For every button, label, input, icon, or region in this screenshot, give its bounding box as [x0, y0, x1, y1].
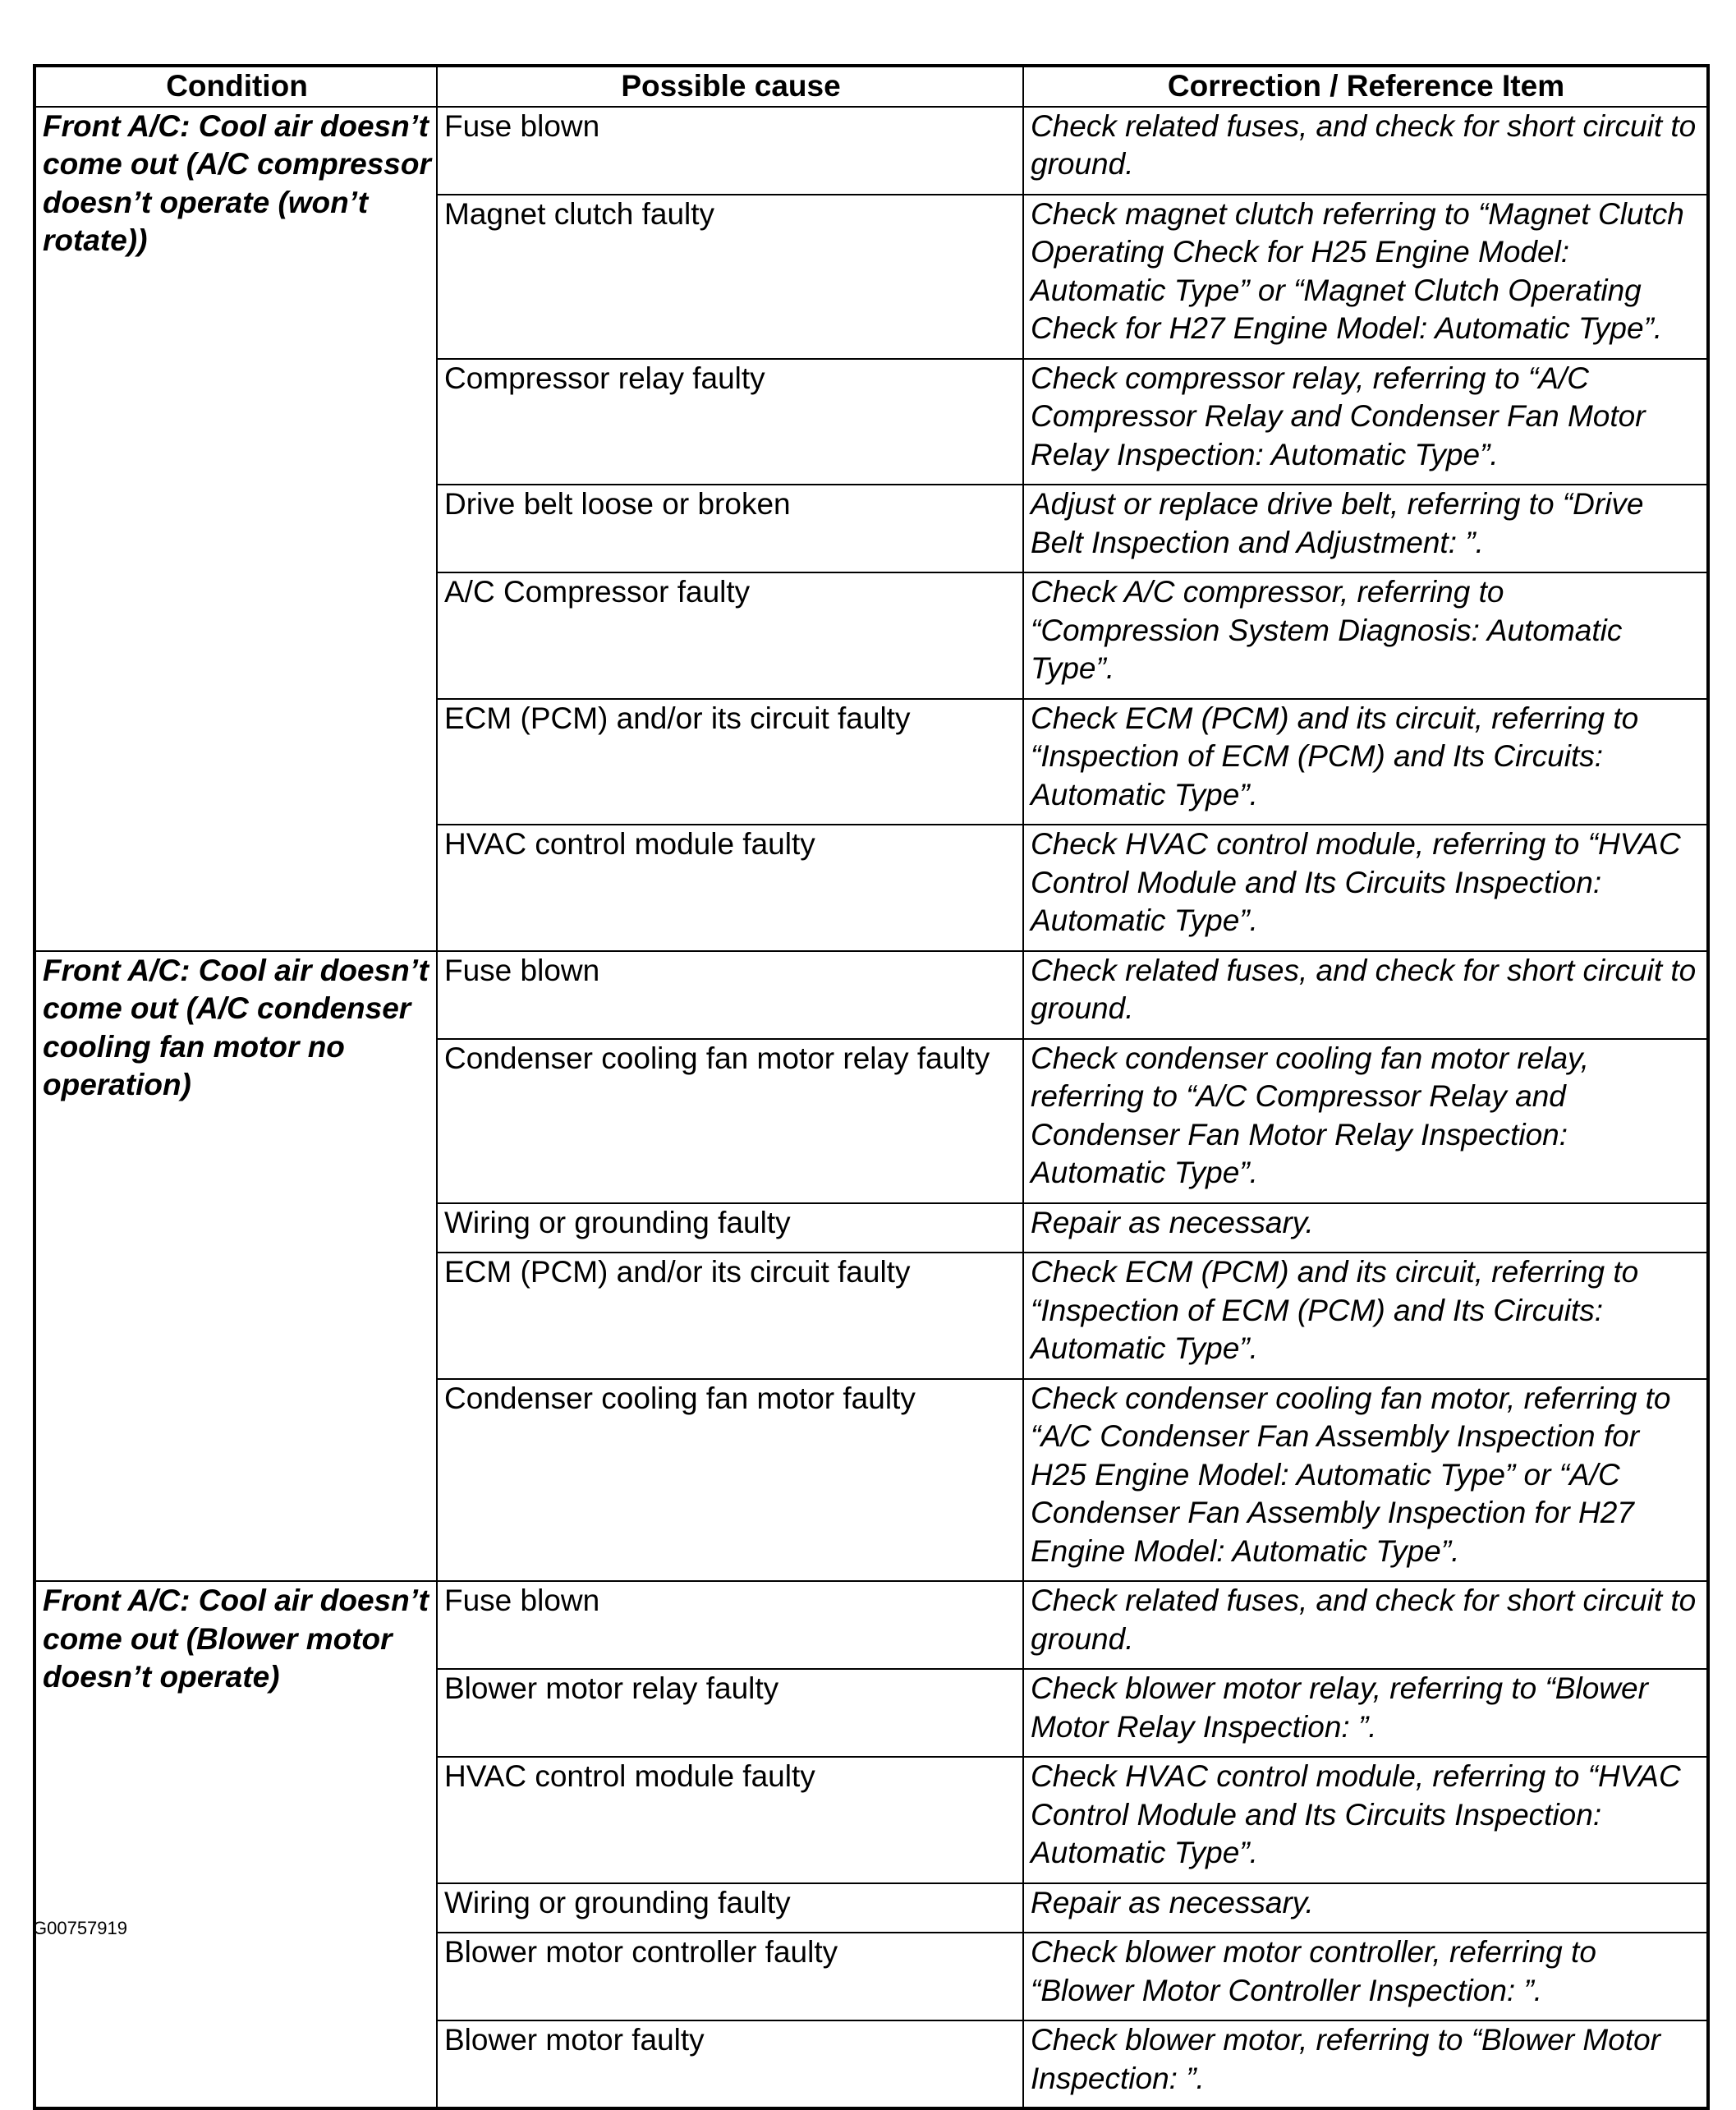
possible-cause-cell: HVAC control module faulty: [437, 825, 1023, 951]
correction-cell: Check blower motor relay, referring to “Blower Motor Relay Inspection: ”.: [1023, 1669, 1708, 1757]
possible-cause-cell: Wiring or grounding faulty: [437, 1203, 1023, 1253]
correction-cell: Check related fuses, and check for short circuit to ground.: [1023, 951, 1708, 1039]
possible-cause-cell: Compressor relay faulty: [437, 359, 1023, 485]
possible-cause-cell: Magnet clutch faulty: [437, 195, 1023, 359]
header-condition: Condition: [34, 66, 437, 107]
possible-cause-cell: HVAC control module faulty: [437, 1757, 1023, 1883]
possible-cause-cell: Wiring or grounding faulty: [437, 1883, 1023, 1933]
possible-cause-cell: A/C Compressor faulty: [437, 572, 1023, 699]
possible-cause-cell: Blower motor controller faulty: [437, 1933, 1023, 2020]
header-correction: Correction / Reference Item: [1023, 66, 1708, 107]
correction-cell: Check HVAC control module, referring to “HVAC Control Module and Its Circuits Inspection: Automatic Type”.: [1023, 825, 1708, 951]
correction-cell: Repair as necessary.: [1023, 1203, 1708, 1253]
table-body: [34, 107, 1708, 2109]
correction-cell: Check A/C compressor, referring to “Compression System Diagnosis: Automatic Type”.: [1023, 572, 1708, 699]
correction-cell: Check ECM (PCM) and its circuit, referring to “Inspection of ECM (PCM) and Its Circuits: Automatic Type”.: [1023, 1253, 1708, 1379]
correction-cell: Check condenser cooling fan motor relay, referring to “A/C Compressor Relay and Condenser Fan Motor Relay Inspection: Automatic Type”.: [1023, 1039, 1708, 1203]
condition-cell: Front A/C: Cool air doesn’t come out (A/C condenser cooling fan motor no operation): [34, 951, 437, 1582]
possible-cause-cell: Condenser cooling fan motor faulty: [437, 1379, 1023, 1582]
possible-cause-cell: ECM (PCM) and/or its circuit faulty: [437, 1253, 1023, 1379]
table-row: [34, 951, 1708, 1039]
possible-cause-cell: Blower motor relay faulty: [437, 1669, 1023, 1757]
possible-cause-cell: Fuse blown: [437, 1581, 1023, 1669]
header-row: [34, 66, 1708, 107]
correction-cell: Check ECM (PCM) and its circuit, referring to “Inspection of ECM (PCM) and Its Circuits: Automatic Type”.: [1023, 699, 1708, 825]
header-possible-cause: Possible cause: [437, 66, 1023, 107]
figure-id: G00757919: [33, 1918, 127, 1938]
table-row: [34, 1581, 1708, 1669]
correction-cell: Check condenser cooling fan motor, referring to “A/C Condenser Fan Assembly Inspection for H25 Engine Model: Automatic Type” or “A/C Condenser Fan Assembly Inspection for H27 Engine Model: Automatic Type”.: [1023, 1379, 1708, 1582]
possible-cause-cell: Fuse blown: [437, 951, 1023, 1039]
possible-cause-cell: Fuse blown: [437, 107, 1023, 195]
condition-cell: Front A/C: Cool air doesn’t come out (Blower motor doesn’t operate): [34, 1581, 437, 2108]
table-row: [34, 107, 1708, 195]
correction-cell: Check related fuses, and check for short circuit to ground.: [1023, 1581, 1708, 1669]
correction-cell: Check compressor relay, referring to “A/C Compressor Relay and Condenser Fan Motor Relay Inspection: Automatic Type”.: [1023, 359, 1708, 485]
correction-cell: Adjust or replace drive belt, referring to “Drive Belt Inspection and Adjustment: ”.: [1023, 485, 1708, 572]
correction-cell: Repair as necessary.: [1023, 1883, 1708, 1933]
correction-cell: Check related fuses, and check for short circuit to ground.: [1023, 107, 1708, 195]
correction-cell: Check blower motor controller, referring to “Blower Motor Controller Inspection: ”.: [1023, 1933, 1708, 2020]
diagnosis-table: [33, 64, 1710, 2110]
possible-cause-cell: Condenser cooling fan motor relay faulty: [437, 1039, 1023, 1203]
possible-cause-cell: Drive belt loose or broken: [437, 485, 1023, 572]
correction-cell: Check blower motor, referring to “Blower Motor Inspection: ”.: [1023, 2020, 1708, 2108]
condition-cell: Front A/C: Cool air doesn’t come out (A/C compressor doesn’t operate (won’t rotate)): [34, 107, 437, 951]
correction-cell: Check HVAC control module, referring to “HVAC Control Module and Its Circuits Inspection: Automatic Type”.: [1023, 1757, 1708, 1883]
possible-cause-cell: ECM (PCM) and/or its circuit faulty: [437, 699, 1023, 825]
correction-cell: Check magnet clutch referring to “Magnet Clutch Operating Check for H25 Engine Model: Automatic Type” or “Magnet Clutch Operating Check for H27 Engine Model: Automatic Type”.: [1023, 195, 1708, 359]
possible-cause-cell: Blower motor faulty: [437, 2020, 1023, 2108]
